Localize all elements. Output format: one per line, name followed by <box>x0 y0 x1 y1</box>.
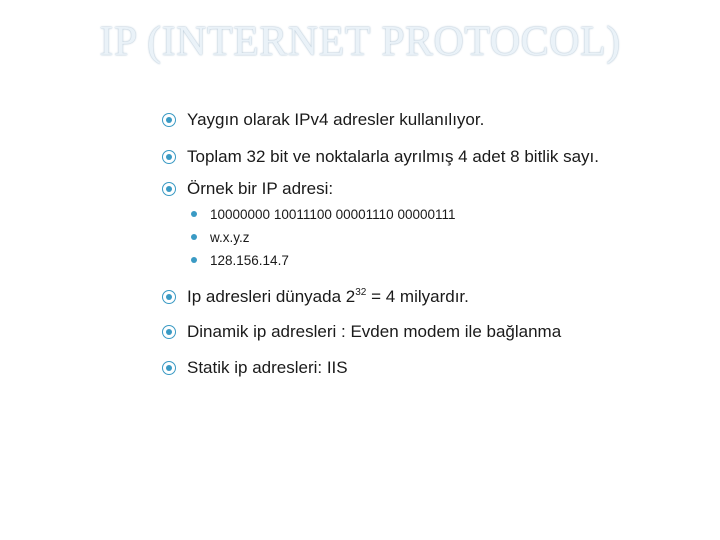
bullet-text-post: = 4 milyardır. <box>366 287 469 306</box>
dot-bullet-icon <box>191 257 197 263</box>
bullet-text <box>187 287 469 307</box>
sub-bullet-text: w.x.y.z <box>210 229 250 245</box>
dot-bullet-icon <box>191 234 197 240</box>
bullet-item <box>162 108 484 132</box>
exponent: 32 <box>355 287 367 298</box>
circle-bullet-icon <box>162 290 176 304</box>
bullet-text: Yaygın olarak IPv4 adresler kullanılıyor. <box>187 110 485 129</box>
bullet-item <box>162 356 348 380</box>
bullet-text: Toplam 32 bit ve noktalarla ayrılmış 4 adet 8 bitlik sayı. <box>187 147 599 166</box>
circle-bullet-icon <box>162 182 176 196</box>
bullet-item <box>162 320 561 344</box>
circle-bullet-icon <box>162 113 176 127</box>
dot-bullet-icon <box>191 211 197 217</box>
bullet-text: Statik ip adresleri: IIS <box>187 358 348 377</box>
sub-bullet-item <box>191 228 250 246</box>
sub-bullet-item <box>191 205 456 223</box>
bullet-item <box>162 285 469 309</box>
bullet-item <box>162 145 599 169</box>
circle-bullet-icon <box>162 150 176 164</box>
circle-bullet-icon <box>162 361 176 375</box>
bullet-text: Örnek bir IP adresi: <box>187 179 334 198</box>
circle-bullet-icon <box>162 325 176 339</box>
sub-bullet-text: 10000000 10011100 00001110 00000111 <box>210 206 456 222</box>
slide-title: IP (INTERNET PROTOCOL) <box>99 19 621 65</box>
sub-bullet-item <box>191 251 289 269</box>
bullet-text: Dinamik ip adresleri : Evden modem ile bağlanma <box>187 322 562 341</box>
bullet-text-pre: Ip adresleri dünyada 2 <box>187 287 356 306</box>
bullet-item <box>162 177 333 201</box>
sub-bullet-text: 128.156.14.7 <box>210 252 289 268</box>
